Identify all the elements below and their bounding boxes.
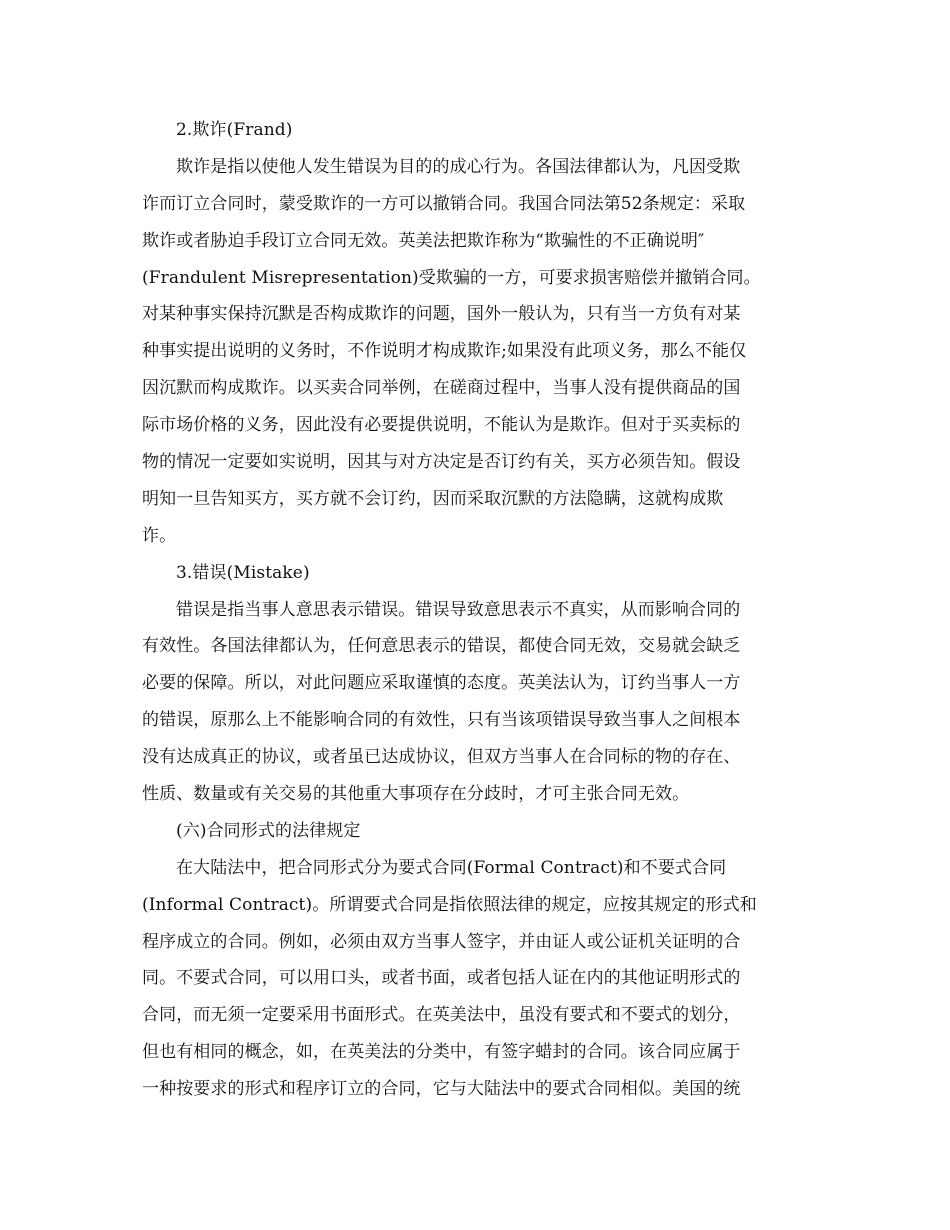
paragraph-line: 没有达成真正的协议，或者虽已达成协议，但双方当事人在合同标的物的存在、 [142,747,741,768]
paragraph-line: 欺诈或者胁迫手段订立合同无效。英美法把欺诈称为“欺骗性的不正确说明″ [142,230,705,251]
section-heading-mistake: 3.错误(Mistake) [176,562,310,583]
paragraph-line: 一种按要求的形式和程序订立的合同，它与大陆法中的要式合同相似。美国的统 [142,1079,741,1100]
paragraph-line: 程序成立的合同。例如，必须由双方当事人签字，并由证人或公证机关证明的合 [142,931,741,952]
paragraph-line: 明知一旦告知买方，买方就不会订约，因而采取沉默的方法隐瞒，这就构成欺 [142,488,724,509]
paragraph-line: 种事实提出说明的义务时，不作说明才构成欺诈;如果没有此项义务，那么不能仅 [142,341,747,362]
paragraph-line: 对某种事实保持沉默是否构成欺诈的问题，国外一般认为，只有当一方负有对某 [142,304,741,325]
paragraph-line: 合同，而无须一定要采用书面形式。在英美法中，虽没有要式和不要式的划分， [142,1005,741,1026]
paragraph-line: 在大陆法中，把合同形式分为要式合同(Formal Contract)和不要式合同 [176,857,727,878]
paragraph-line: 同。不要式合同，可以用口头，或者书面，或者包括人证在内的其他证明形式的 [142,968,741,989]
paragraph-line: 物的情况一定要如实说明，因其与对方决定是否订约有关，买方必须告知。假设 [142,452,741,473]
paragraph-line: 诈而订立合同时，蒙受欺诈的一方可以撤销合同。我国合同法第52条规定：采取 [142,193,746,214]
paragraph-line: 性质、数量或有关交易的其他重大事项存在分歧时，才可主张合同无效。 [142,784,690,805]
document-body [142,112,806,1108]
section-heading-fraud: 2.欺诈(Frand) [176,120,293,140]
paragraph-line: 必要的保障。所以，对此问题应采取谨慎的态度。英美法认为，订约当事人一方 [142,673,741,694]
paragraph-line: 但也有相同的概念，如，在英美法的分类中，有签字蜡封的合同。该合同应属于 [142,1042,741,1063]
paragraph-line: 的错误，原那么上不能影响合同的有效性，只有当该项错误导致当事人之间根本 [142,710,741,731]
paragraph-line: 有效性。各国法律都认为，任何意思表示的错误，都使合同无效，交易就会缺乏 [142,636,741,657]
paragraph-line: 欺诈是指以使他人发生错误为目的的成心行为。各国法律都认为，凡因受欺 [176,156,741,177]
paragraph-line: 际市场价格的义务，因此没有必要提供说明，不能认为是欺诈。但对于买卖标的 [142,415,741,436]
paragraph-line: (Informal Contract)。所谓要式合同是指依照法律的规定，应按其规定的形式和 [142,894,757,915]
section-heading-contract-form: (六)合同形式的法律规定 [176,820,361,841]
paragraph-line: (Frandulent Misrepresentation)受欺骗的一方，可要求损害赔偿并撤销合同。 [142,267,761,288]
paragraph-line: 诈。 [142,525,177,546]
paragraph-line: 因沉默而构成欺诈。以买卖合同举例，在磋商过程中，当事人没有提供商品的国 [142,378,741,399]
paragraph-line: 错误是指当事人意思表示错误。错误导致意思表示不真实，从而影响合同的 [176,599,741,620]
